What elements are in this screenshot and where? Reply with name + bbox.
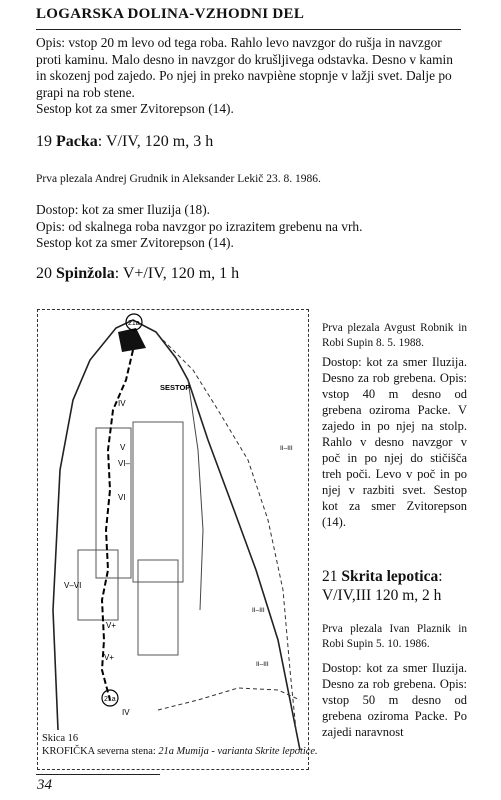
- route-name: Packa: [56, 133, 98, 150]
- text-line: Sestop kot za smer Zvitorepson (14).: [36, 101, 234, 116]
- route-19-heading: [36, 133, 213, 151]
- header-rule: [36, 29, 461, 30]
- grade-label: II–III: [256, 661, 269, 668]
- lower-path: [158, 688, 300, 710]
- route-21-first-ascent: Prva plezala Ivan Plaznik in Robi Supin 5. 10. 1986.: [322, 623, 467, 650]
- text-line: Opis: vstop 20 m levo od tega roba. Rahlo levo navzgor do rušja in navzgor: [36, 35, 442, 50]
- text-line: Dostop: kot za smer Iluzija (18).: [36, 202, 211, 217]
- route-grade: :: [438, 568, 443, 585]
- text-line: grapi na rob stene.: [36, 84, 135, 100]
- route-number: 20: [36, 265, 52, 282]
- route-21-description: Dostop: kot za smer Iluzija. Desno za rob grebena. Opis: vstop 50 m desno od grebena oziroma Packe. Po zajedi naravnost: [322, 661, 467, 739]
- route-grade-line: V/IV,III 120 m, 2 h: [322, 587, 442, 604]
- summit-shadow: [118, 328, 146, 352]
- grade-label: VI–: [118, 459, 131, 468]
- route-20-description: Dostop: kot za smer Iluzija. Desno za rob grebena. Opis: vstop 40 m desno od grebena oziroma Packe. V zajedo in po njej na stolp. Rahlo v desno navzgor v poč in po njej do stičišča treh poči. Levo v poč in po njej v razbiti svet. Sestop kot za smer Zvitorepson (14).: [322, 355, 467, 529]
- grade-label: IV: [118, 399, 126, 408]
- route-21-heading: [322, 567, 472, 605]
- grade-label: V+: [104, 653, 115, 662]
- grade-label: IV: [122, 708, 130, 717]
- text-line: Opis: od skalnega roba navzgor po izrazitem grebenu na vrh.: [36, 218, 363, 234]
- running-header: LOGARSKA DOLINA-VZHODNI DEL: [36, 6, 305, 22]
- route-name: Skrita lepotica: [341, 568, 439, 585]
- route-name: Spinžola: [56, 265, 115, 282]
- route-sketch: [38, 310, 308, 769]
- rock-block: [78, 550, 118, 620]
- text-line: in skozenj pod zajedo. Po njej in preko navpiène stopnje v lažji svet. Dalje po: [36, 68, 452, 83]
- grade-label: V: [120, 443, 126, 452]
- route-grade: : V/IV, 120 m, 3 h: [97, 133, 214, 150]
- route-18-description: [36, 35, 464, 118]
- route-badge-label: 21a: [128, 320, 140, 327]
- grade-label: V+: [106, 621, 117, 630]
- route-grade: : V+/IV, 120 m, 1 h: [114, 265, 240, 282]
- caption-italic: 21a Mumija - varianta Skrite lepotice.: [158, 745, 318, 757]
- ridge-line: [188, 380, 203, 610]
- route-number: 19: [36, 133, 52, 150]
- rock-block: [96, 428, 131, 578]
- text-line: proti kaminu. Malo desno in navzgor do krušljivega odstavka. Desno v kamin: [36, 51, 453, 67]
- route-19-first-ascent: Prva plezala Andrej Grudnik in Aleksander Lekič 23. 8. 1986.: [36, 173, 321, 185]
- route-number: 21: [322, 568, 338, 585]
- caption-prefix: KROFIČKA severna stena:: [42, 745, 159, 757]
- figure-caption: [42, 733, 318, 758]
- text-line: Sestop kot za smer Zvitorepson (14).: [36, 235, 234, 250]
- route-19-description: [36, 202, 464, 252]
- rock-block: [138, 560, 178, 655]
- page-number: 34: [37, 777, 52, 793]
- route-20-first-ascent: Prva plezala Avgust Robnik in Robi Supin 8. 5. 1988.: [322, 322, 467, 349]
- footer-rule: [36, 774, 160, 775]
- route-sketch-figure: [37, 309, 309, 770]
- grade-label: II–III: [252, 607, 265, 614]
- rock-block: [133, 422, 183, 582]
- route-20-heading: [36, 265, 239, 283]
- descent-label: SESTOP: [160, 383, 191, 392]
- route-badge-label: 21a: [104, 696, 116, 703]
- grade-label: VI: [118, 493, 126, 502]
- caption-text: [42, 746, 318, 759]
- grade-label: II–III: [280, 445, 293, 452]
- grade-label: V–VI: [64, 581, 82, 590]
- caption-title: Skica 16: [42, 733, 79, 744]
